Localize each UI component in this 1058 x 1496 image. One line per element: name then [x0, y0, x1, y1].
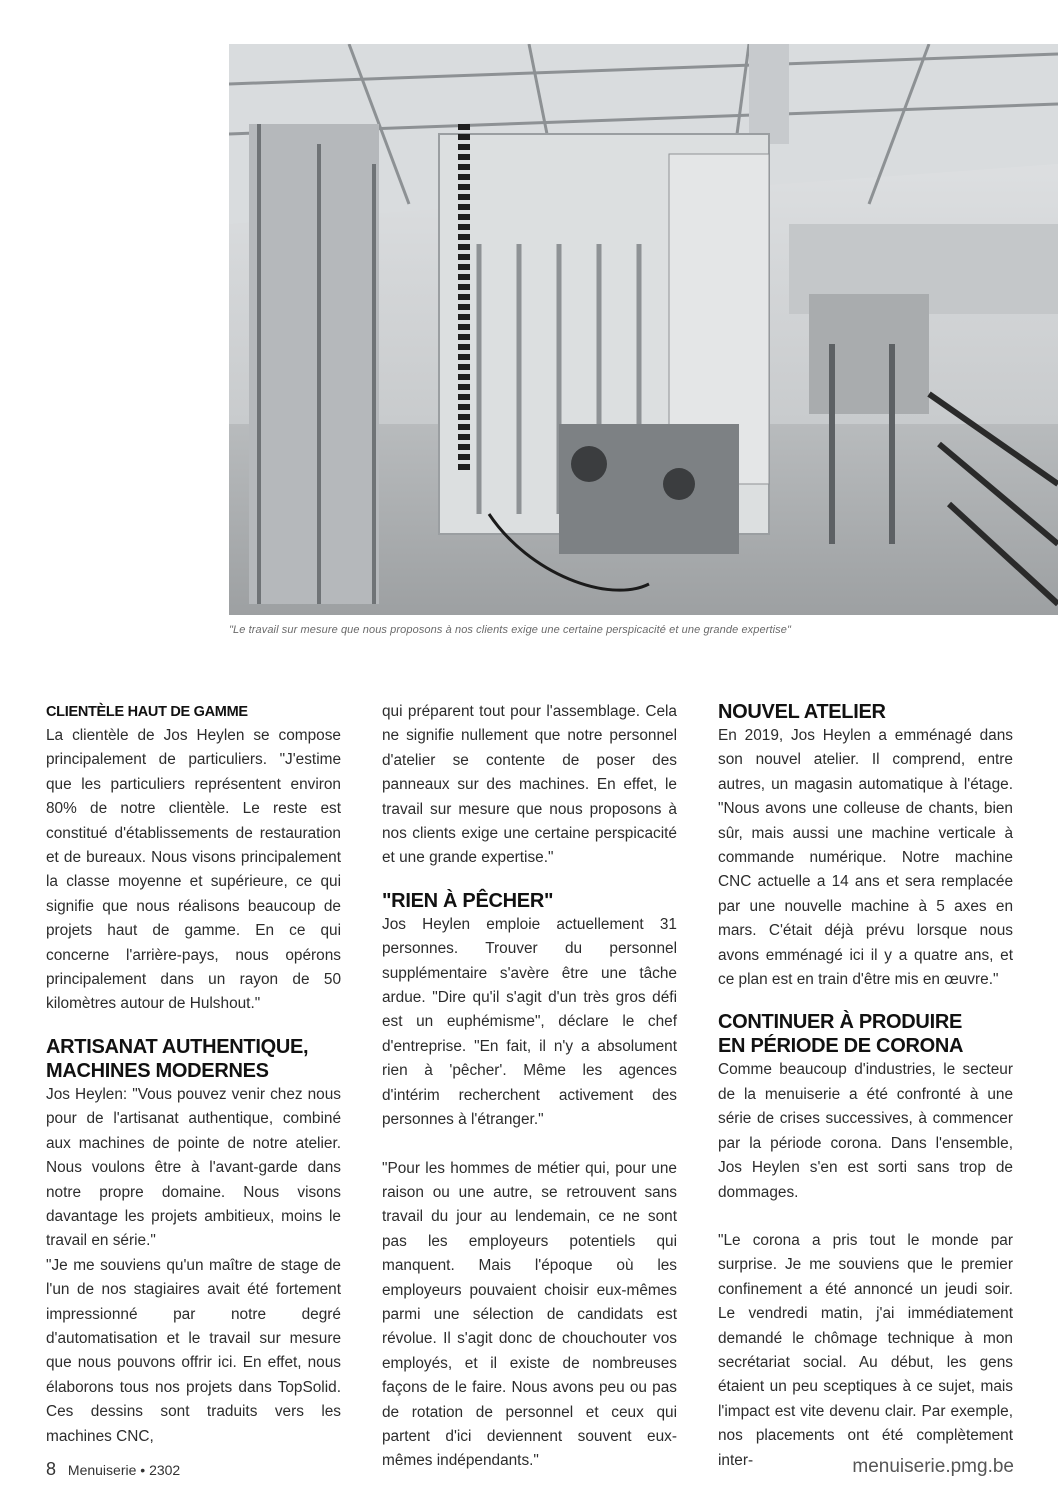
heading-corona-line1: CONTINUER À PRODUIRE — [718, 1011, 963, 1034]
paragraph: Comme beaucoup d'industries, le secteur de la menuiserie a été confronté à une série de crises successives, à commencer par la période corona. Dans l'ensemble, Jos Heylen s'en est sorti sans trop de dommages. — [718, 1061, 1013, 1201]
paragraph: En 2019, Jos Heylen a emménagé dans son nouvel atelier. Il comprend, entre autres, un magasin automatique à l'étage. "Nous avons une colleuse de chants, bien sûr, mais aussi une machine verticale à commande numérique. Notre machine CNC actuelle a 14 ans et sera remplacée par une nouvelle machine à 5 axes en mars. C'était déjà prévu lorsque nous avons emménagé ici il y a quatre ans, et ce plan est en train d'être mis en œuvre." — [718, 727, 1013, 989]
column-3 — [718, 700, 1013, 1473]
heading-artisanat-line2: MACHINES MODERNES — [46, 1059, 269, 1082]
column-1 — [46, 700, 341, 1449]
factory-photo — [229, 44, 1058, 615]
heading-clientele: CLIENTÈLE HAUT DE GAMME — [46, 704, 248, 720]
page-number: 8 — [46, 1459, 57, 1479]
heading-corona-line2: EN PÉRIODE DE CORONA — [718, 1035, 964, 1058]
paragraph: "Le corona a pris tout le monde par surprise. Je me souviens que le premier confinement a été annoncé un jeudi soir. Le vendredi matin, j'ai immédiatement demandé le chômage technique à mon secrétariat social. Au début, les gens étaient un peu sceptiques à ce sujet, mais l'impact est vite devenu clair. Par exemple, nos placements ont été complètement inter- — [718, 1231, 1013, 1469]
heading-rien-a-pecher: "RIEN À PÊCHER" — [382, 889, 554, 912]
footer-page-info — [46, 1459, 180, 1480]
paragraph: "Je me souviens qu'un maître de stage de l'un de nos stagiaires avait été fortement impressionné par notre degré d'automatisation et le travail sur mesure que nous pouvons offrir ici. En effet, nous élaborons tous nos projets dans TopSolid. Ces dessins sont traduits vers les machines CNC, — [46, 1256, 341, 1445]
heading-nouvel-atelier: NOUVEL ATELIER — [718, 701, 886, 723]
factory-machine-photo-icon — [229, 44, 1058, 615]
column-2 — [382, 700, 677, 1474]
paragraph: La clientèle de Jos Heylen se compose principalement de particuliers. "J'estime que les particuliers représentent environ 80% de notre clientèle. Le reste est constitué d'établissements de restauration et de bureaux. Nous visons principalement la classe moyenne et supérieure, ce qui signifie que nous réalisons beaucoup de projets haut de gamme. En ce qui concerne l'arrière-pays, nous opérons principalement dans un rayon de 50 kilomètres autour de Hulshout." — [46, 727, 341, 1013]
magazine-issue: Menuiserie • 2302 — [67, 1462, 181, 1478]
paragraph: "Pour les hommes de métier qui, pour une raison ou une autre, se retrouvent sans travail du jour au lendemain, ce ne sont pas les employeurs potentiels qui manquent. Mais l'époque où les employeurs pouvaient choisir eux-mêmes parmi une sélection de candidats est révolue. Il s'agit donc de chouchouter vos employés, et il existe de nombreuses façons de le faire. Nous avons peu ou pas de rotation de personnel et ceux qui partent d'ici deviennent souvent eux-mêmes indépendants." — [382, 1159, 677, 1470]
photo-caption: "Le travail sur mesure que nous proposons à nos clients exige une certaine perspicacité et une grande expertise" — [229, 624, 791, 636]
website-link[interactable]: menuiserie.pmg.be — [852, 1456, 1014, 1477]
paragraph: Jos Heylen emploie actuellement 31 personnes. Trouver du personnel supplémentaire s'avère être une tâche ardue. "Dire qu'il s'agit d'un très gros défi est un euphémisme", déclare le chef d'entreprise. "En fait, il n'y a absolument rien à 'pêcher'. Même les agences d'intérim recherchent activement des personnes à l'étranger." — [382, 915, 677, 1129]
paragraph: qui préparent tout pour l'assemblage. Cela ne signifie nullement que notre personnel d'atelier se contente de poser des panneaux sur des machines. En effet, le travail sur mesure que nous proposons à nos clients exige une certaine perspicacité et une grande expertise." — [382, 703, 677, 867]
heading-artisanat-line1: ARTISANAT AUTHENTIQUE, — [46, 1035, 309, 1058]
paragraph: Jos Heylen: "Vous pouvez venir chez nous pour de l'artisanat authentique, combiné aux machines de pointe de notre atelier. Nous voulons être à l'avant-garde dans notre propre domaine. Nous visons davantage les projets ambitieux, moins le travail en série." — [46, 1085, 341, 1250]
